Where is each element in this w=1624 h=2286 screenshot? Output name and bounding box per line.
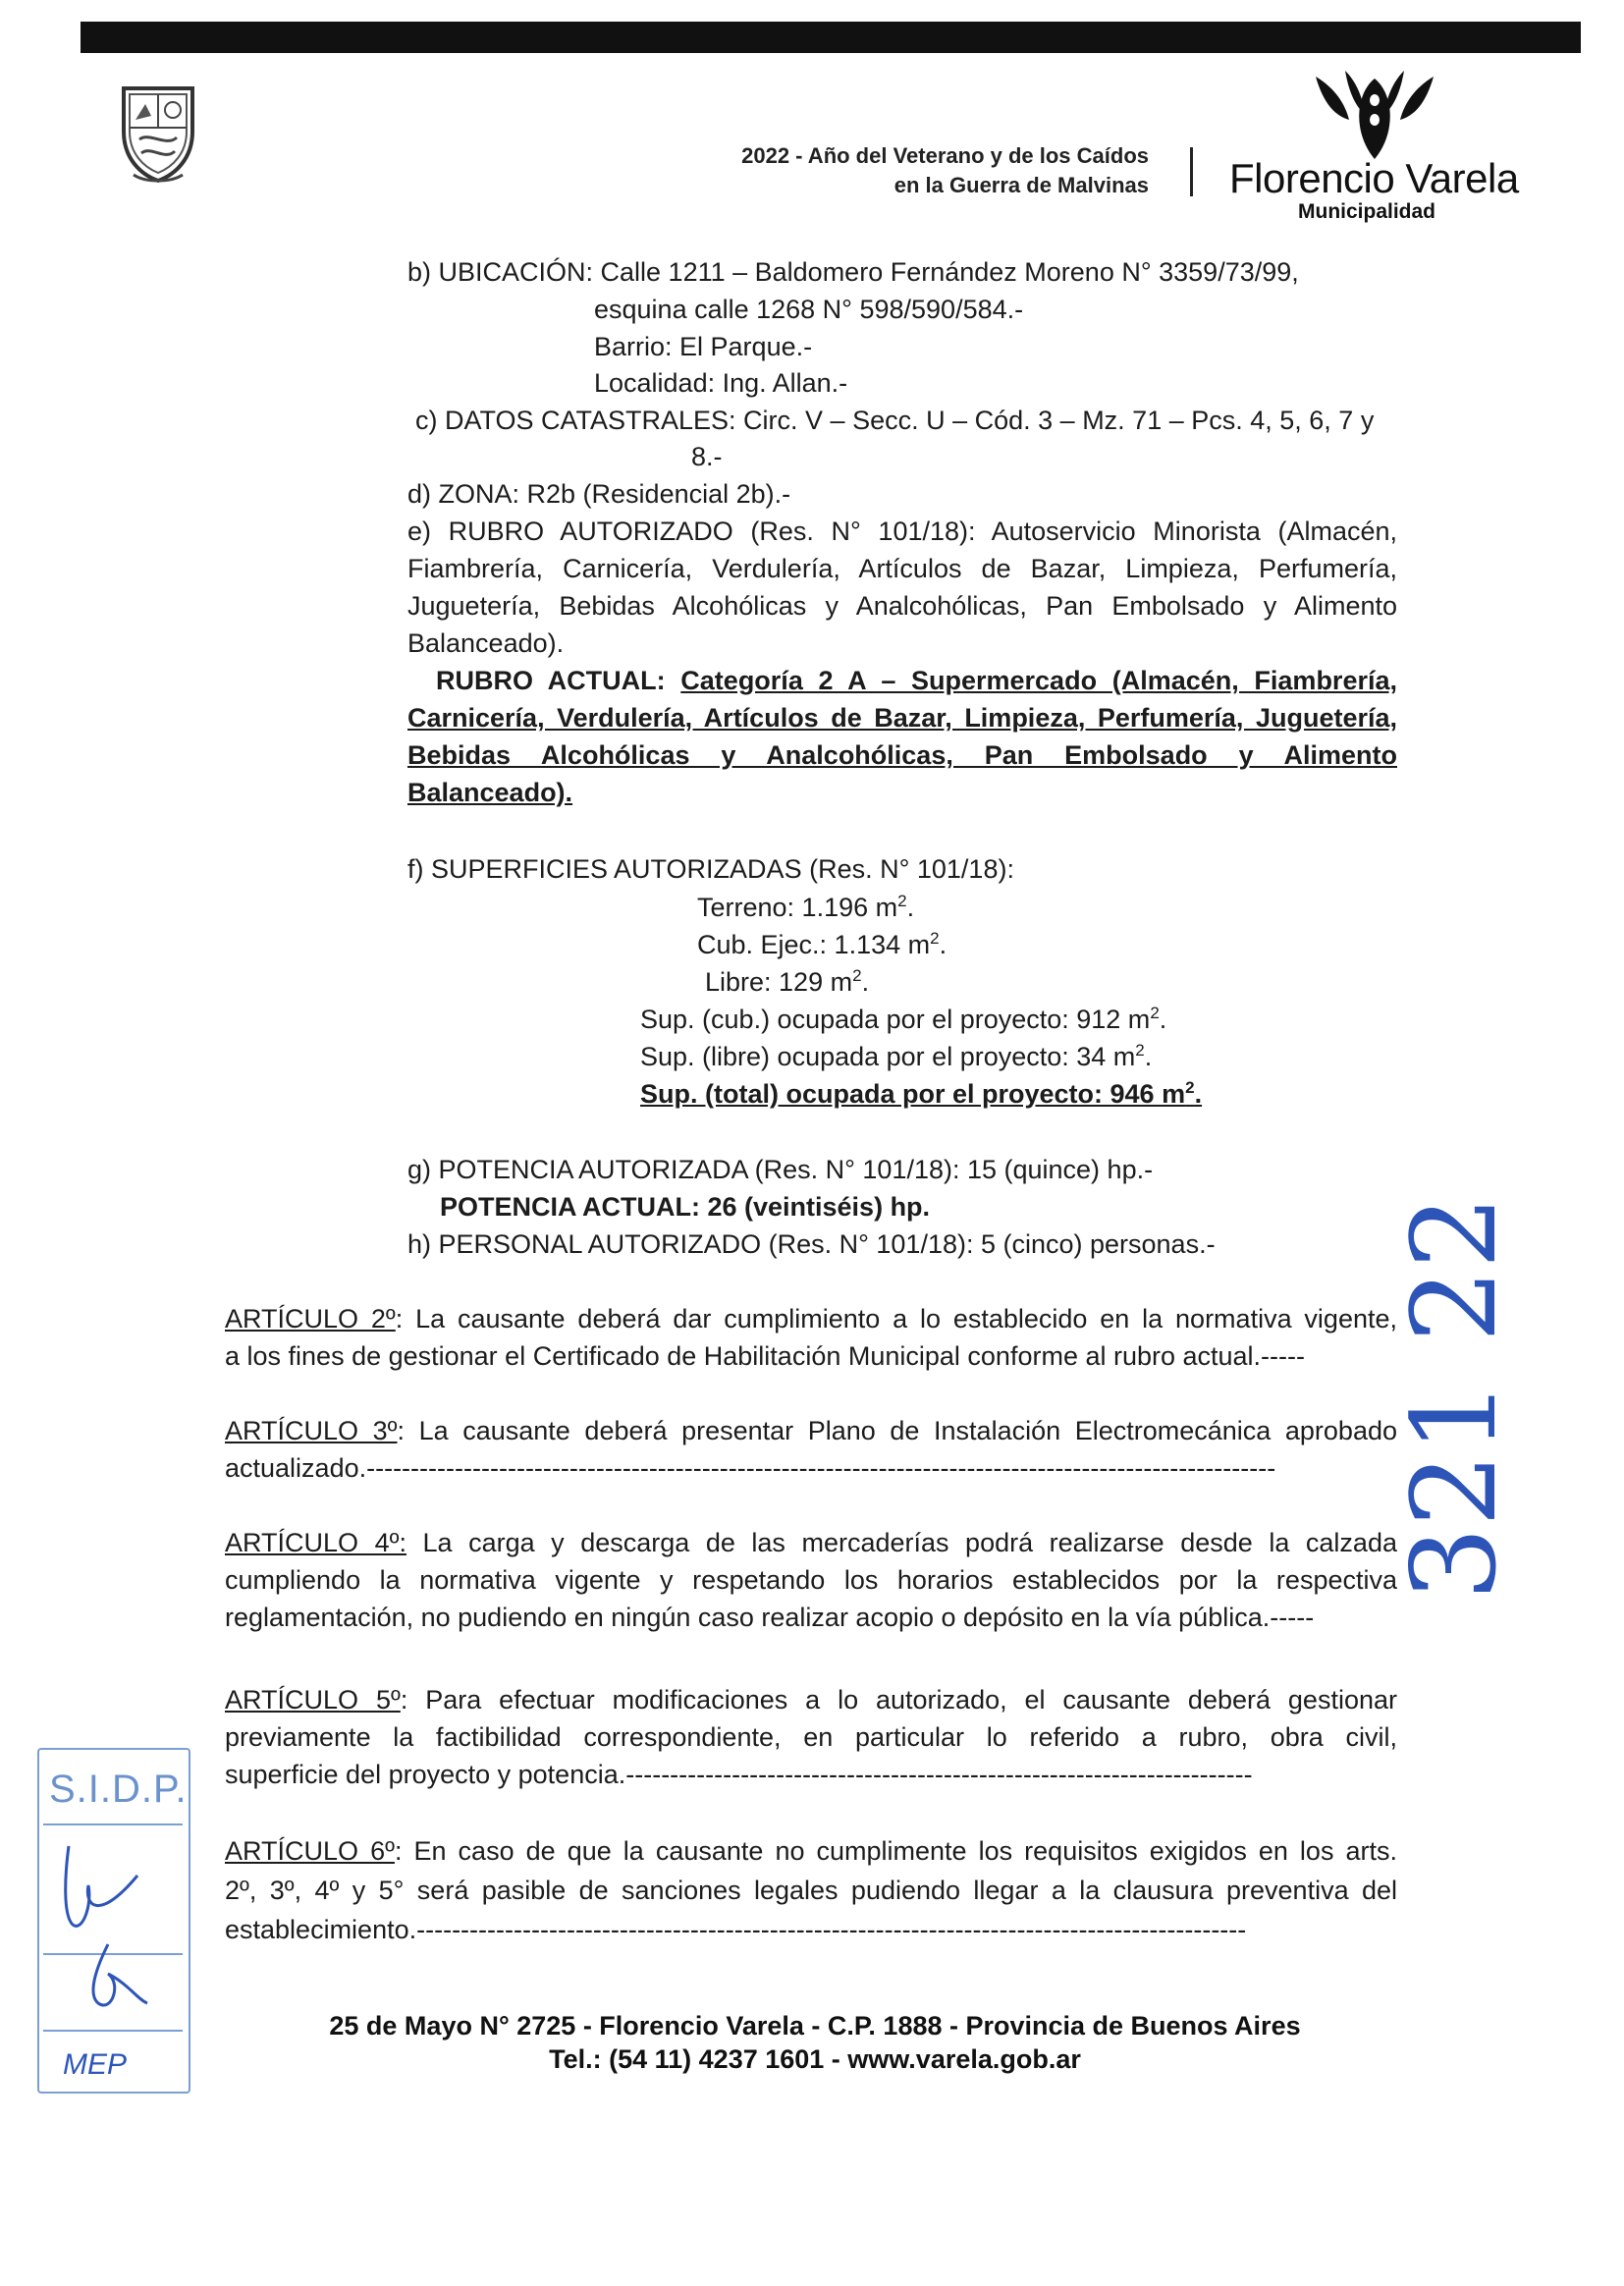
ubicacion-barrio: Barrio: El Parque.- [594,332,813,361]
rubro-actual-text-1: Categoría 2 A – Supermercado (Almacén, Fiambrería, [680,666,1397,695]
rubro-autorizado-line-3: Juguetería, Bebidas Alcohólicas y Analcohólicas, Pan Embolsado y Alimento [407,591,1397,621]
articulo-2-line-2: a los fines de gestionar el Certificado de Habilitación Municipal conforme al rubro actual.----- [225,1341,1306,1371]
rubro-actual-line-4: Balanceado). [407,778,573,807]
rubro-actual-line-3: Bebidas Alcohólicas y Analcohólicas, Pan Embolsado y Alimento [407,740,1397,770]
articulo-6-line-3: establecimiento.---------------------------------------------------------------------------------------------- [225,1915,1247,1944]
zona-line: d) ZONA: R2b (Residencial 2b).- [407,479,791,509]
ubicacion-line-1: b) UBICACIÓN: Calle 1211 – Baldomero Fernández Moreno N° 3359/73/99, [407,257,1299,287]
sup-total-proyecto: Sup. (total) ocupada por el proyecto: 946 $m^2$. [640,1078,1203,1109]
superficie-cub-ejec: Cub. Ejec.: 1.134 $m^2$. [697,929,947,959]
rubro-autorizado-line-2: Fiambrería, Carnicería, Verdulería, Artículos de Bazar, Limpieza, Perfumería, [407,554,1397,583]
superficie-libre: Libre: 129 $m^2$. [705,966,870,997]
articulo-2-label: ARTÍCULO 2º [225,1304,396,1334]
articulo-6-line-1: ARTÍCULO 6º: En caso de que la causante no cumplimente los requisitos exigidos en los arts. [225,1836,1397,1866]
signature-icon [39,1807,187,2092]
catastrales-line-1: c) DATOS CATASTRALES: Circ. V – Secc. U – Cód. 3 – Mz. 71 – Pcs. 4, 5, 6, 7 y [415,406,1375,435]
motto-line-1: 2022 - Año del Veterano y de los Caídos [741,143,1149,168]
articulo-6-line-2: 2º, 3º, 4º y 5° será pasible de sanciones legales pudiendo llegar a la clausura preventiva del [225,1876,1397,1905]
header-divider [1190,147,1193,196]
year-motto [628,141,1149,200]
articulo-4-line-3: reglamentación, no pudiendo en ningún caso realizar acopio o depósito en la vía pública.----- [225,1603,1315,1632]
sidp-stamp-label: S.I.D.P. [49,1768,188,1811]
articulo-5-line-3: superficie del proyecto y potencia.----------------------------------------------------------------------- [225,1760,1253,1789]
superficies-line: f) SUPERFICIES AUTORIZADAS (Res. N° 101/18): [407,854,1014,884]
brand-subtitle: Municipalidad [1298,200,1436,223]
articulo-4-line-1: ARTÍCULO 4º: La carga y descarga de las mercaderías podrá realizarse desde la calzada [225,1528,1397,1557]
rubro-autorizado-line-1: e) RUBRO AUTORIZADO (Res. N° 101/18): Autoservicio Minorista (Almacén, [407,517,1397,546]
sup-cub-proyecto: Sup. (cub.) ocupada por el proyecto: 912 $m^2$. [640,1004,1167,1034]
coat-of-arms-icon [116,82,200,185]
ubicacion-localidad: Localidad: Ing. Allan.- [594,368,848,398]
articulo-6-label: ARTÍCULO 6º [225,1836,395,1866]
footer-address: 25 de Mayo N° 2725 - Florencio Varela - C.P. 1888 - Provincia de Buenos Aires [329,2011,1301,2041]
rubro-actual-line-1 [436,666,1397,696]
svg-text:321 22: 321 22 [1386,1195,1522,1601]
rubro-autorizado-line-4: Balanceado). [407,628,565,658]
handwritten-number-icon [1384,1139,1551,1601]
motto-line-2: en la Guerra de Malvinas [893,173,1149,197]
footer-contact: Tel.: (54 11) 4237 1601 - www.varela.gob.ar [549,2044,1081,2074]
brand-name: Florencio Varela [1229,155,1519,201]
florencio-varela-logo-icon [1306,65,1443,163]
superficie-terreno: Terreno: 1.196 $m^2$. [697,892,915,922]
rubro-actual-line-2: Carnicería, Verdulería, Artículos de Bazar, Limpieza, Perfumería, Juguetería, [407,703,1397,733]
personal-autorizado: h) PERSONAL AUTORIZADO (Res. N° 101/18): 5 (cinco) personas.- [407,1229,1216,1259]
sup-libre-proyecto: Sup. (libre) ocupada por el proyecto: 34 $m^2$. [640,1041,1153,1071]
articulo-5-line-2: previamente la factibilidad correspondiente, en particular lo referido a rubro, obra civil, [225,1722,1397,1752]
catastrales-line-2: 8.- [691,442,723,471]
svg-text:MEP: MEP [63,2048,128,2081]
articulo-3-line-2: actualizado.------------------------------------------------------------------------------------------------------- [225,1453,1276,1483]
potencia-actual: POTENCIA ACTUAL: 26 (veintiséis) hp. [440,1192,931,1222]
ubicacion-line-2: esquina calle 1268 N° 598/590/584.- [594,295,1024,324]
rubro-actual-label: RUBRO ACTUAL: [436,666,666,695]
top-black-bar [81,22,1581,53]
articulo-4-label: ARTÍCULO 4º: [225,1528,406,1557]
articulo-3-label: ARTÍCULO 3º [225,1416,398,1445]
articulo-2-line-1: ARTÍCULO 2º: La causante deberá dar cumplimiento a lo establecido en la normativa vigente, [225,1304,1397,1334]
articulo-5-label: ARTÍCULO 5º [225,1685,401,1714]
articulo-4-line-2: cumpliendo la normativa vigente y respetando los horarios establecidos por la respectiva [225,1565,1397,1595]
articulo-3-line-1: ARTÍCULO 3º: La causante deberá presentar Plano de Instalación Electromecánica aprobado [225,1416,1397,1445]
articulo-5-line-1: ARTÍCULO 5º: Para efectuar modificaciones a lo autorizado, el causante deberá gestionar [225,1685,1397,1714]
potencia-autorizada: g) POTENCIA AUTORIZADA (Res. N° 101/18): 15 (quince) hp.- [407,1155,1154,1184]
